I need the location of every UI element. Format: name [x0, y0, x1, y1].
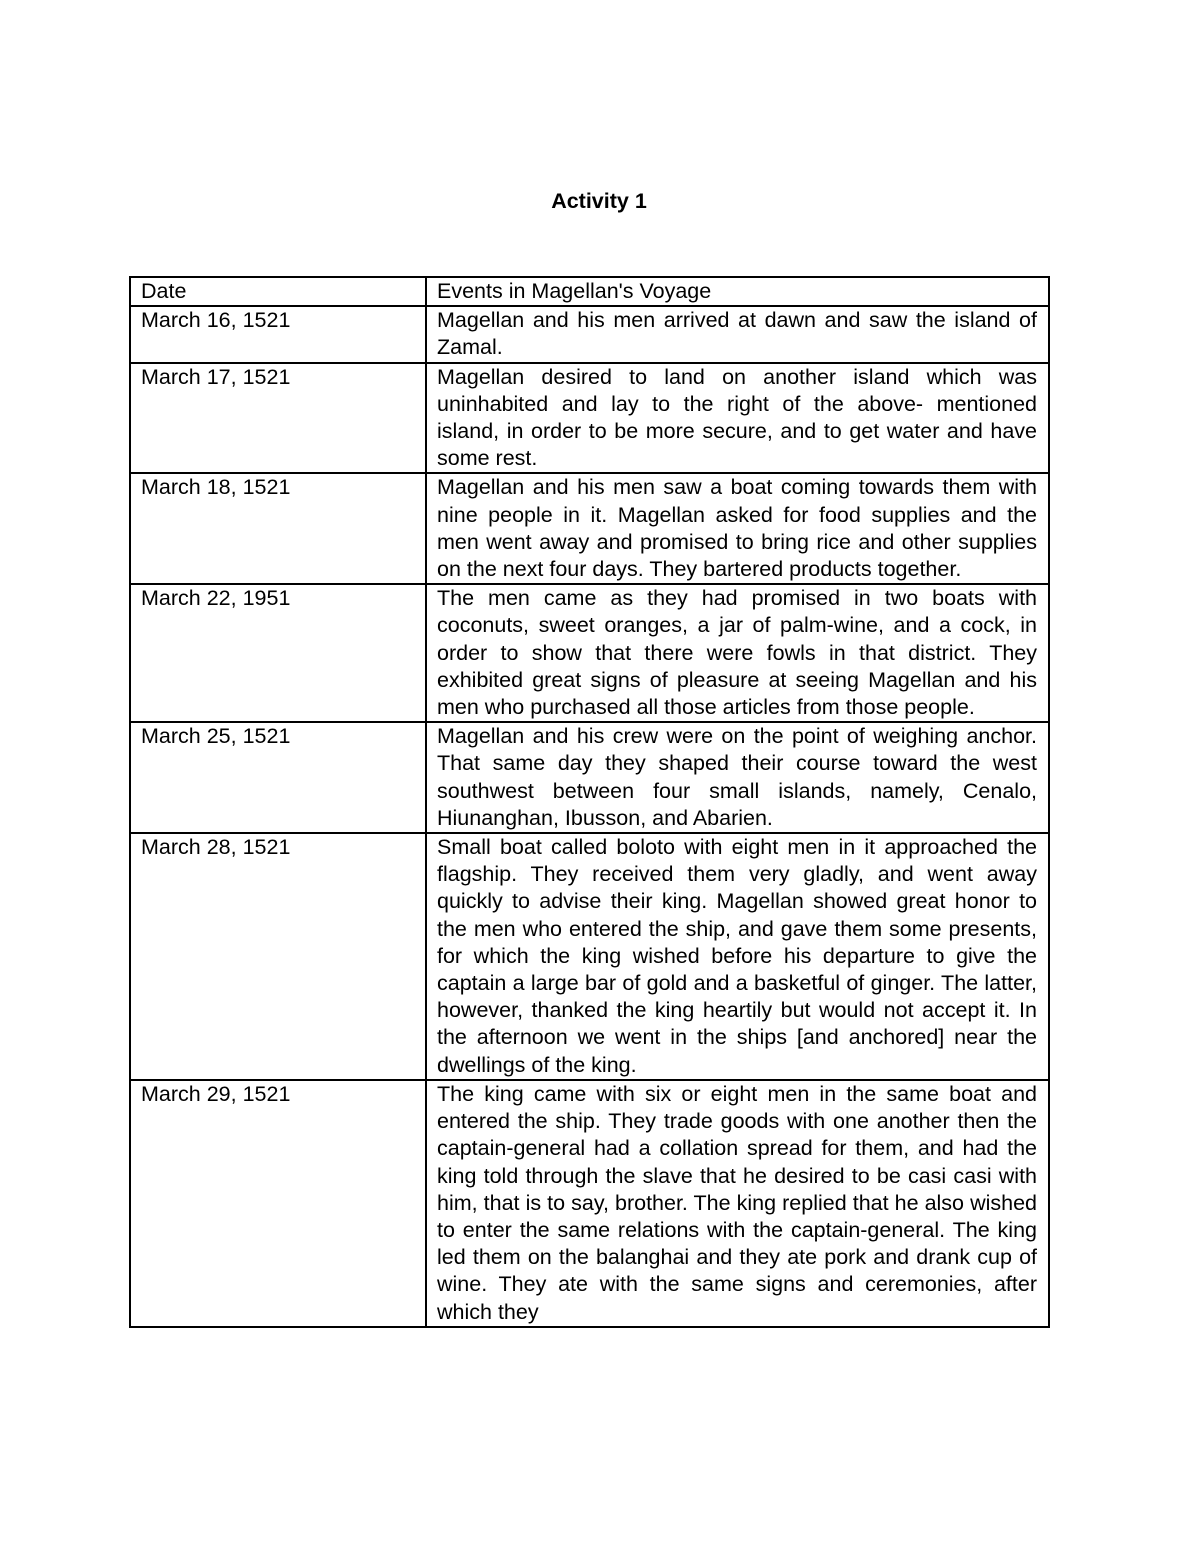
- table-row: [130, 1080, 1049, 1327]
- column-header-date: Date: [130, 277, 426, 306]
- event-cell: The king came with six or eight men in the same boat and entered the ship. They trade goods with one another then the captain-general had a collation spread for them, and had the king told through the slave that he desired to be casi casi with him, that is to say, brother. The king replied that he also wished to enter the same relations with the captain-general. The king led them on the balanghai and they ate pork and drank cup of wine. They ate with the same signs and ceremonies, after which they: [426, 1080, 1049, 1327]
- event-cell: The men came as they had promised in two boats with coconuts, sweet oranges, a jar of palm-wine, and a cock, in order to show that there were fowls in that district. They exhibited great signs of pleasure at seeing Magellan and his men who purchased all those articles from those people.: [426, 584, 1049, 722]
- event-cell: Magellan and his crew were on the point of weighing anchor. That same day they shaped their course toward the west southwest between four small islands, namely, Cenalo, Hiunanghan, Ibusson, and Abarien.: [426, 722, 1049, 833]
- column-header-event: Events in Magellan's Voyage: [426, 277, 1049, 306]
- table-row: [130, 584, 1049, 722]
- event-cell: Magellan desired to land on another island which was uninhabited and lay to the right of the above- mentioned island, in order to be more secure, and to get water and have some rest.: [426, 363, 1049, 474]
- table-row: [130, 363, 1049, 474]
- date-cell: March 28, 1521: [130, 833, 426, 1080]
- date-cell: March 17, 1521: [130, 363, 426, 474]
- table-row: [130, 833, 1049, 1080]
- event-cell: Magellan and his men saw a boat coming towards them with nine people in it. Magellan asked for food supplies and the men went away and promised to bring rice and other supplies on the next four days. They bartered products together.: [426, 473, 1049, 584]
- events-table: [129, 276, 1050, 1328]
- date-cell: March 25, 1521: [130, 722, 426, 833]
- table-row: [130, 306, 1049, 362]
- date-cell: March 22, 1951: [130, 584, 426, 722]
- table-row: [130, 722, 1049, 833]
- event-cell: Small boat called boloto with eight men in it approached the flagship. They received them very gladly, and went away quickly to advise their king. Magellan showed great honor to the men who entered the ship, and gave them some presents, for which the king wished before his departure to give the captain a large bar of gold and a basketful of ginger. The latter, however, thanked the king heartily but would not accept it. In the afternoon we went in the ships [and anchored] near the dwellings of the king.: [426, 833, 1049, 1080]
- table-header-row: [130, 277, 1049, 306]
- table-row: [130, 473, 1049, 584]
- date-cell: March 29, 1521: [130, 1080, 426, 1327]
- page-title: Activity 1: [551, 189, 647, 213]
- event-cell: Magellan and his men arrived at dawn and saw the island of Zamal.: [426, 306, 1049, 362]
- date-cell: March 16, 1521: [130, 306, 426, 362]
- date-cell: March 18, 1521: [130, 473, 426, 584]
